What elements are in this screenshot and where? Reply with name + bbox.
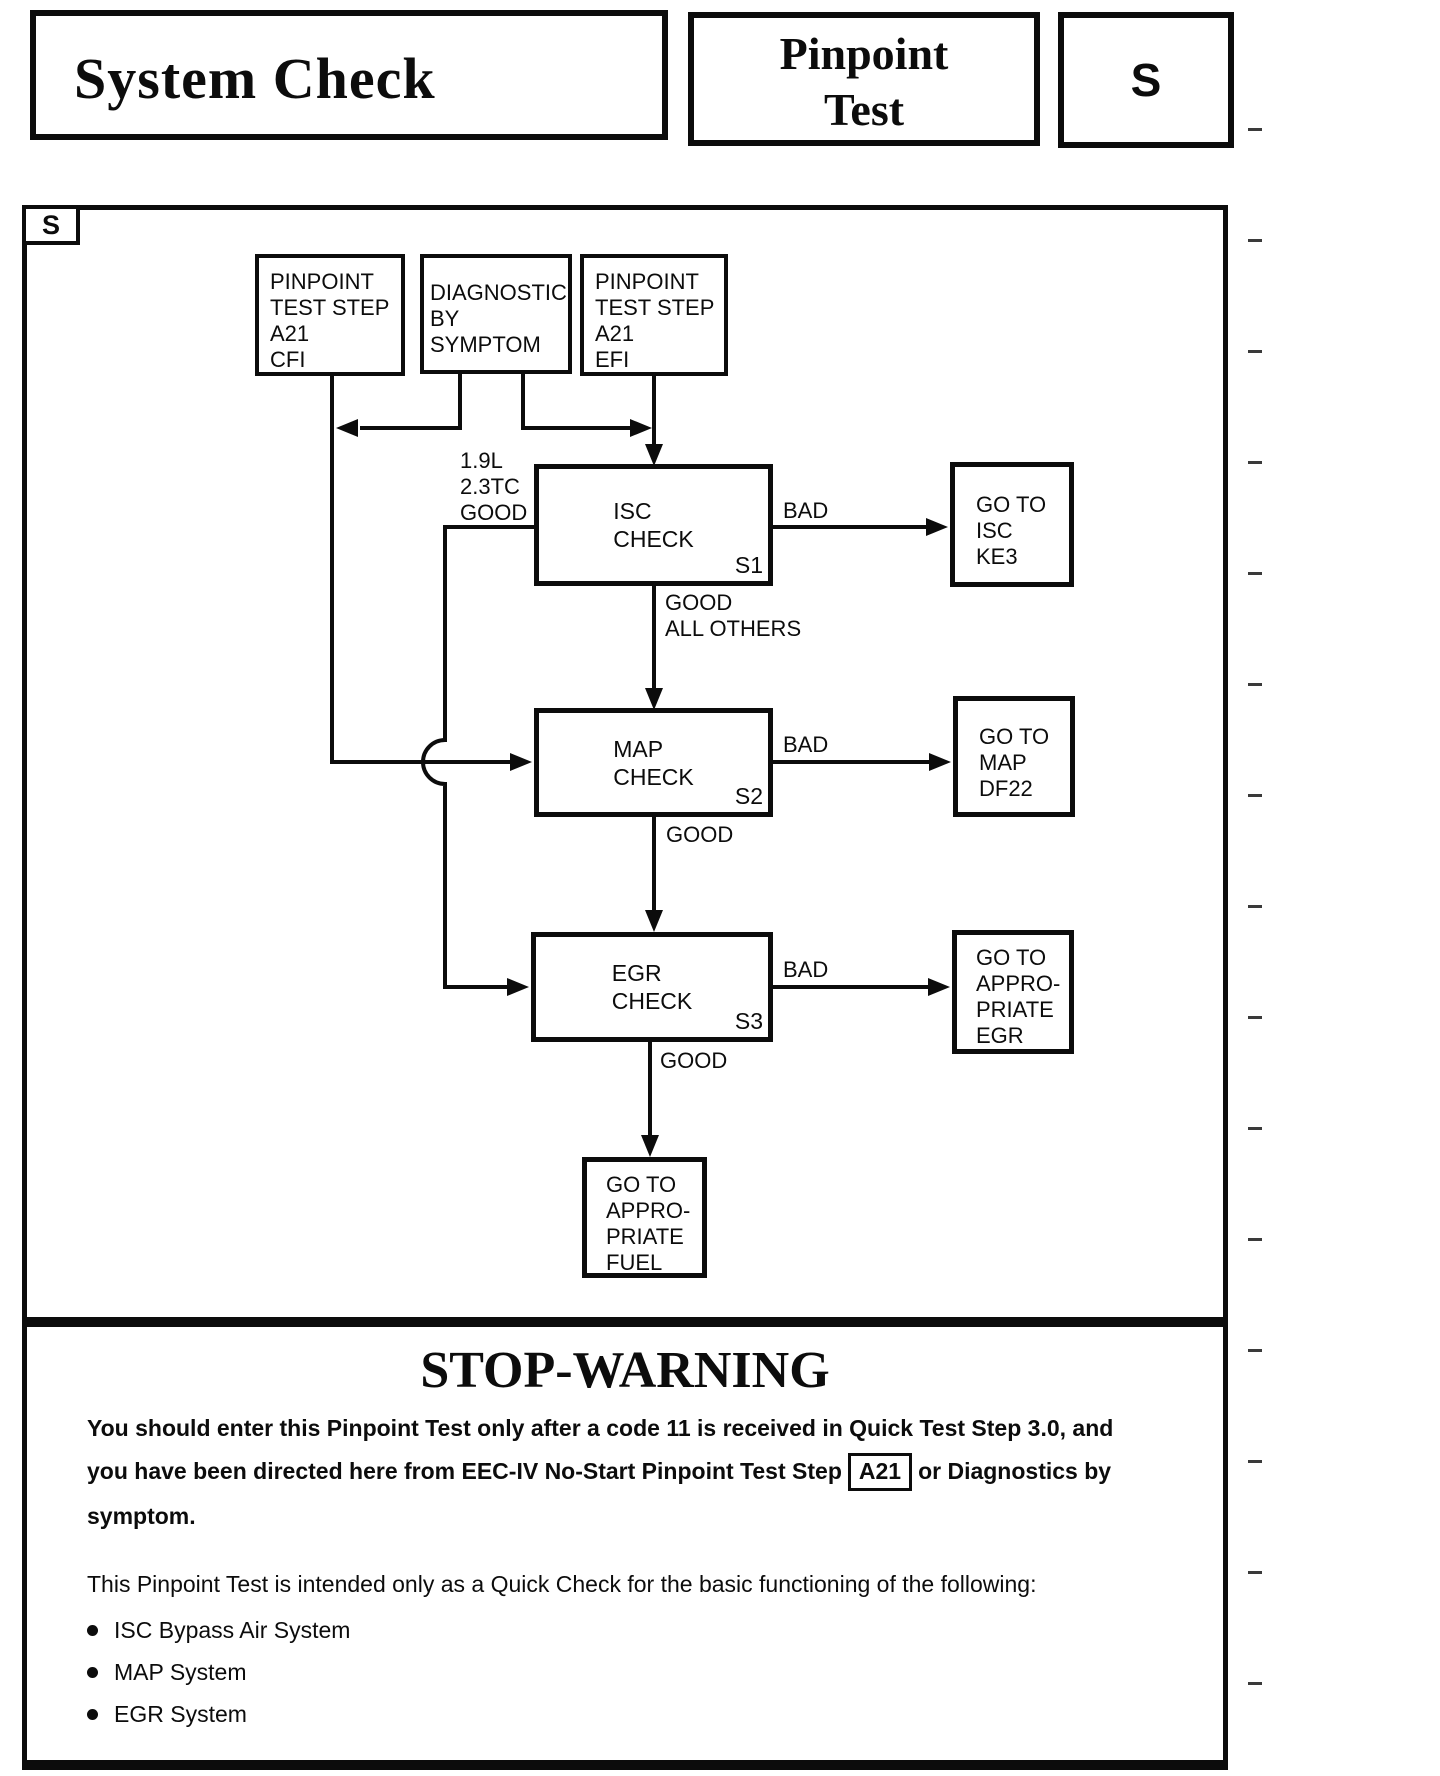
box-line: SYMPTOM [430,332,541,357]
page-title: System Check [74,46,436,111]
diagnostic-by-symptom-box [420,254,572,374]
pinpoint-test-line2: Test [823,84,905,135]
pinpoint-test-line1: Pinpoint [779,28,949,79]
box-line: DIAGNOSTIC [430,280,567,305]
label-egr-bad: BAD [783,957,829,982]
a21-step-badge: A21 [848,1453,912,1491]
label-line: 2.3TC [460,474,520,499]
box-line: APPRO- [606,1198,691,1223]
warning-intro: This Pinpoint Test is intended only as a Quick Check for the basic functioning of the following: [87,1571,1037,1597]
step-id-s3: S3 [734,1008,763,1034]
step-id-s1: S1 [734,552,763,578]
box-line: CHECK [613,526,694,552]
label-isc-bad: BAD [783,498,829,523]
goto-isc-ke3-box [950,462,1074,587]
warning-line-3: symptom. [87,1503,196,1529]
box-line: EGR [976,1023,1024,1048]
map-check-box [534,708,773,817]
box-line: PINPOINT [595,269,699,294]
box-line: GO TO [976,492,1047,517]
box-line: ISC [976,518,1013,543]
box-line: DF22 [979,776,1033,801]
label-egr-good: GOOD [660,1048,728,1073]
goto-map-df22-box [953,696,1075,817]
box-line: PRIATE [606,1224,684,1249]
goto-appropriate-fuel-box [582,1157,707,1278]
box-line: EFI [595,347,630,372]
box-line: A21 [595,321,635,346]
warning-title: STOP-WARNING [420,1342,830,1399]
flowchart-tab-letter: S [22,205,80,245]
section-letter: S [1130,54,1162,106]
check-box-title [612,959,693,1015]
step-id-s2: S2 [734,783,763,809]
pinpoint-test-step-cfi-box [255,254,405,376]
bullet-label: ISC Bypass Air System [114,1616,351,1643]
egr-check-box [531,932,773,1042]
label-isc-condition [460,448,527,526]
box-line: PRIATE [976,997,1054,1022]
box-line: A21 [270,321,310,346]
box-line: FUEL [606,1250,663,1275]
box-line: TEST STEP [595,295,715,320]
box-line: KE3 [976,544,1018,569]
box-line: GO TO [979,724,1050,749]
box-line: ISC [613,498,652,524]
label-line: 1.9L [460,448,503,473]
box-line: EGR [611,960,662,986]
label-line: GOOD [665,590,733,615]
box-line: GO TO [976,945,1047,970]
warning-line-2-pre: you have been directed here from EEC-IV No-Start Pinpoint Test Step [87,1458,842,1484]
bullet-label: EGR System [114,1700,247,1727]
label-line: ALL OTHERS [665,616,802,641]
label-map-bad: BAD [783,732,829,757]
goto-appropriate-egr-box [952,930,1074,1054]
box-line: CFI [270,347,306,372]
box-line: CHECK [611,988,693,1014]
isc-check-box [534,464,773,586]
label-line: GOOD [460,500,528,525]
label-map-good: GOOD [666,822,734,847]
warning-line-1: You should enter this Pinpoint Test only after a code 11 is received in Quick Test Step 3.0, and [87,1415,1114,1441]
warning-line-2-post: or Diagnostics by [918,1458,1112,1484]
check-box-title [613,735,694,791]
box-line: PINPOINT [270,269,374,294]
box-line: MAP [613,735,664,762]
box-line: TEST STEP [270,295,390,320]
box-line: MAP [979,750,1027,775]
box-line: GO TO [606,1172,677,1197]
box-line: CHECK [613,763,694,790]
box-line: APPRO- [976,971,1061,996]
pinpoint-test-step-efi-box [580,254,728,376]
box-line: BY [430,306,460,331]
check-box-title [613,497,694,553]
label-isc-good [665,590,801,642]
bullet-label: MAP System [114,1658,247,1685]
